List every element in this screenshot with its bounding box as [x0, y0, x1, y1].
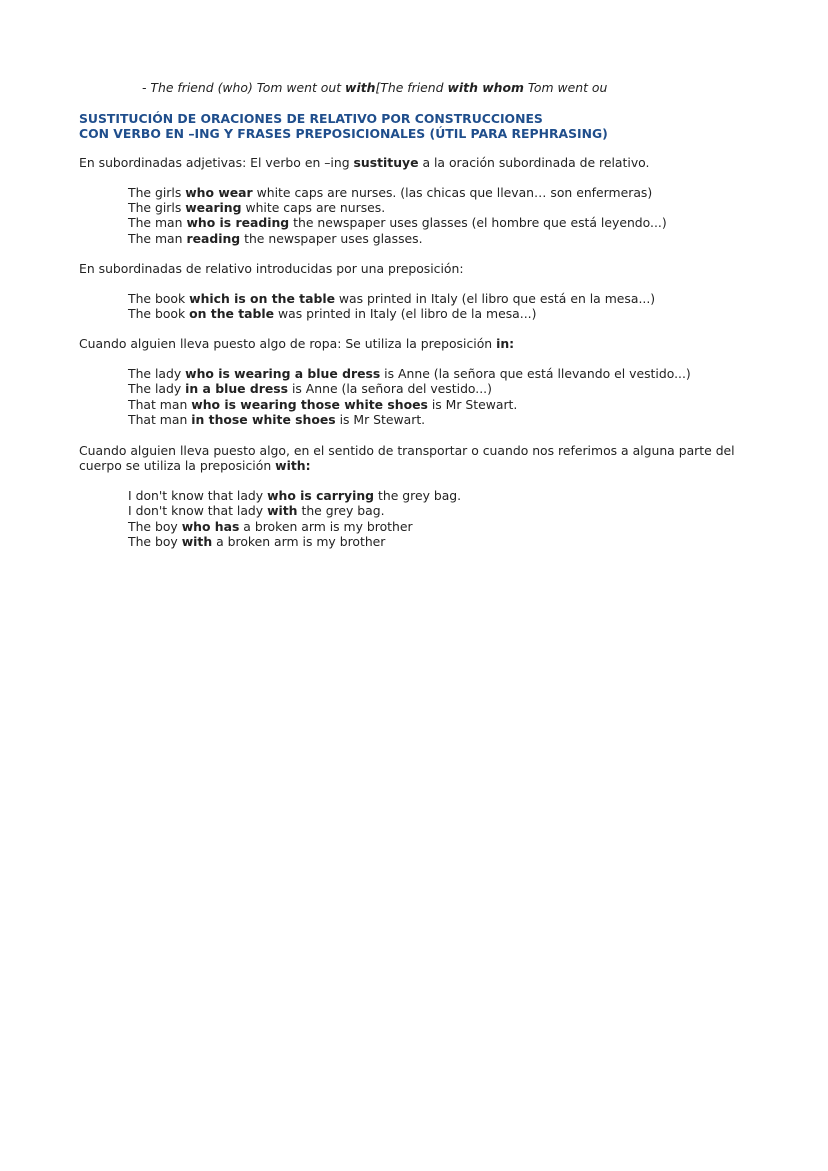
- section1-example-3: [128, 215, 667, 231]
- section-heading-line-1: SUSTITUCIÓN DE ORACIONES DE RELATIVO POR CONSTRUCCIONES: [79, 111, 543, 126]
- section1-intro-c: a la oración subordinada de relativo.: [418, 155, 650, 170]
- section2-intro: En subordinadas de relativo introducidas por una preposición:: [79, 261, 464, 276]
- example-bold: who wear: [185, 185, 253, 200]
- section2-example-1: [128, 291, 655, 307]
- example-text: is Anne (la señora que está llevando el vestido...): [380, 366, 691, 381]
- example-text: the newspaper uses glasses (el hombre que está leyendo...): [289, 215, 667, 230]
- example-text: That man: [128, 412, 192, 427]
- example-bold: with: [267, 503, 298, 518]
- section1-example-4: [128, 231, 423, 247]
- example-text: The book: [128, 291, 190, 306]
- example-text: That man: [128, 397, 192, 412]
- section3-intro-b: in:: [496, 336, 515, 351]
- example-bold: who is wearing a blue dress: [185, 366, 381, 381]
- section-heading-line-2: CON VERBO EN –ING Y FRASES PREPOSICIONALES (ÚTIL PARA REPHRASING): [79, 126, 608, 141]
- section4-intro-line-2: [79, 458, 311, 474]
- example-bold: which is on the table: [189, 291, 335, 306]
- section3-intro: [79, 336, 514, 352]
- example-bold: in those white shoes: [191, 412, 336, 427]
- section4-example-3: [128, 519, 413, 535]
- section3-example-1: [128, 366, 691, 382]
- example-text: white caps are nurses.: [241, 200, 386, 215]
- example-text: was printed in Italy (el libro de la mesa...): [274, 306, 537, 321]
- section4-intro-b: with:: [275, 458, 311, 473]
- section4-example-2: [128, 503, 385, 519]
- section4-intro-a: cuerpo se utiliza la preposición: [79, 458, 276, 473]
- section3-intro-a: Cuando alguien lleva puesto algo de ropa: Se utiliza la preposición: [79, 336, 497, 351]
- section1-intro-a: En subordinadas adjetivas: El verbo en –ing: [79, 155, 354, 170]
- section4-example-4: [128, 534, 385, 550]
- section4-example-1: [128, 488, 461, 504]
- example-text: The boy: [128, 519, 182, 534]
- example-text: The boy: [128, 534, 182, 549]
- example-text: a broken arm is my brother: [239, 519, 413, 534]
- example-text: is Anne (la señora del vestido...): [288, 381, 492, 396]
- section1-intro: [79, 155, 649, 171]
- example-text: the newspaper uses glasses.: [240, 231, 423, 246]
- example-bold: reading: [186, 231, 241, 246]
- example-text: I don't know that lady: [128, 503, 268, 518]
- example-text: is Mr Stewart.: [335, 412, 426, 427]
- example-text: The girls: [128, 185, 186, 200]
- example-text: The lady: [128, 381, 186, 396]
- example-text: the grey bag.: [374, 488, 462, 503]
- example-bold: on the table: [189, 306, 275, 321]
- section1-intro-b: sustituye: [353, 155, 419, 170]
- example-bold: who is carrying: [267, 488, 375, 503]
- example-bold: in a blue dress: [185, 381, 289, 396]
- example-text: is Mr Stewart.: [427, 397, 518, 412]
- example-text: The lady: [128, 366, 186, 381]
- intro-text-b: with: [345, 80, 376, 95]
- intro-text-e: Tom went ou: [523, 80, 608, 95]
- example-text: I don't know that lady: [128, 488, 268, 503]
- section3-example-2: [128, 381, 492, 397]
- example-text: The book: [128, 306, 190, 321]
- example-bold: who has: [181, 519, 240, 534]
- section1-example-1: [128, 185, 652, 201]
- section4-intro-line-1: Cuando alguien lleva puesto algo, en el sentido de transportar o cuando nos referimos a alguna parte del: [79, 443, 735, 458]
- section3-example-3: [128, 397, 517, 413]
- section3-example-4: [128, 412, 425, 428]
- example-text: The girls: [128, 200, 186, 215]
- example-text: was printed in Italy (el libro que está en la mesa...): [334, 291, 656, 306]
- example-text: white caps are nurses. (las chicas que llevan… son enfermeras): [252, 185, 653, 200]
- example-text: a broken arm is my brother: [212, 534, 386, 549]
- section1-example-2: [128, 200, 385, 216]
- intro-text-c: [The friend: [375, 80, 448, 95]
- intro-text-a: - The friend (who) Tom went out: [142, 80, 346, 95]
- example-bold: who is reading: [186, 215, 290, 230]
- intro-example-line: [142, 80, 607, 96]
- example-bold: wearing: [185, 200, 242, 215]
- example-text: The man: [128, 231, 187, 246]
- example-text: the grey bag.: [297, 503, 385, 518]
- example-bold: with: [181, 534, 213, 549]
- example-text: The man: [128, 215, 187, 230]
- intro-text-d: with whom: [447, 80, 524, 95]
- section2-example-2: [128, 306, 536, 322]
- example-bold: who is wearing those white shoes: [191, 397, 428, 412]
